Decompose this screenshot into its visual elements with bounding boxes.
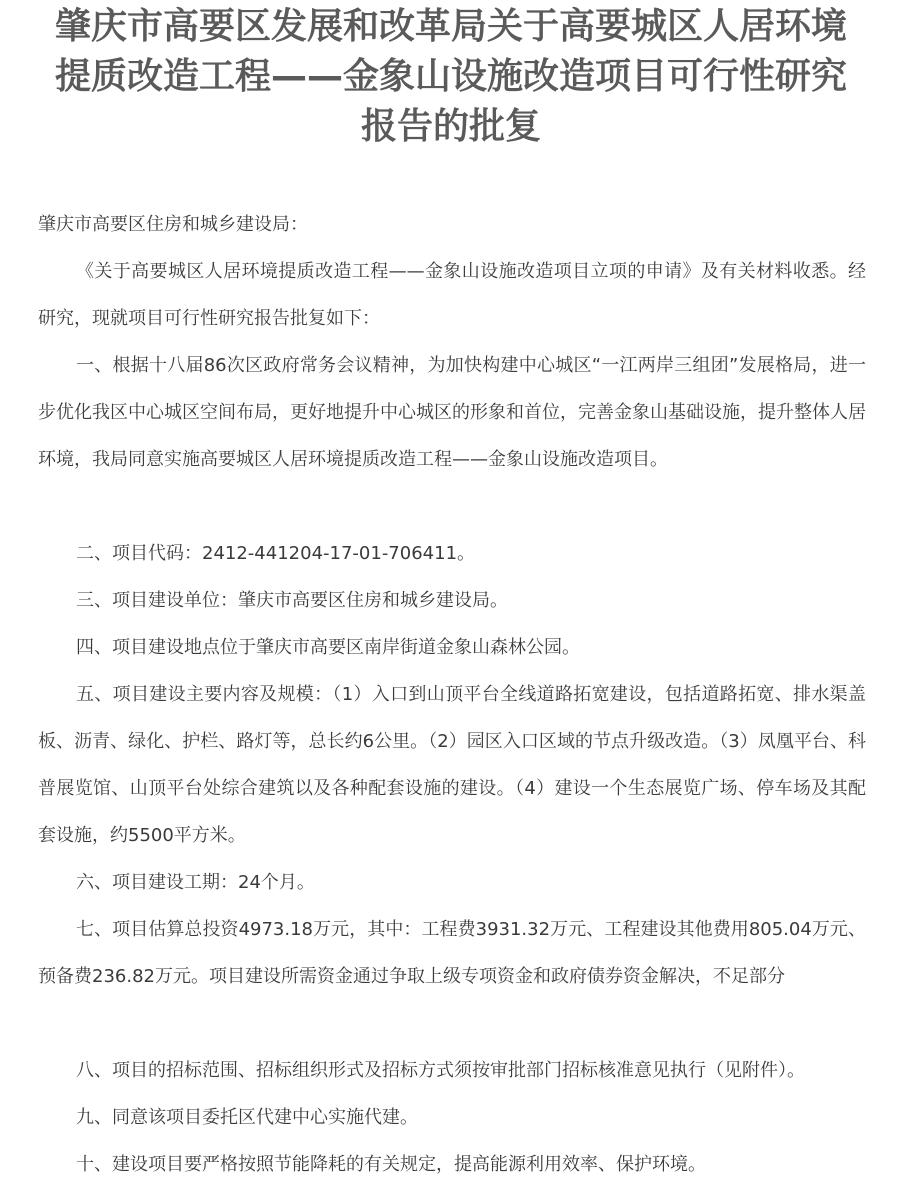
paragraph-3: 三、项目建设单位：肇庆市高要区住房和城乡建设局。: [76, 590, 508, 611]
paragraph-7: 七、项目估算总投资4973.18万元，其中：工程费3931.32万元、工程建设其他费用805.04万元、预备费236.82万元。项目建设所需资金通过争取上级专项资金和政府债券资金解决，不足部分: [38, 919, 866, 987]
paragraph-4: 四、项目建设地点位于肇庆市高要区南岸街道金象山森林公园。: [76, 637, 580, 658]
paragraph-2: 二、项目代码：2412-441204-17-01-706411。: [76, 543, 476, 564]
paragraph-9: 九、同意该项目委托区代建中心实施代建。: [76, 1107, 418, 1128]
paragraph-1: 一、根据十八届86次区政府常务会议精神，为加快构建中心城区“一江两岸三组团”发展格局，进一步优化我区中心城区空间布局，更好地提升中心城区的形象和首位，完善金象山基础设施，提升整体人居环境，我局同意实施高要城区人居环境提质改造工程——金象山设施改造项目。: [38, 355, 866, 470]
paragraph-6: 六、项目建设工期：24个月。: [76, 872, 315, 893]
addressee: 肇庆市高要区住房和城乡建设局：: [38, 214, 308, 235]
paragraph-8: 八、项目的招标范围、招标组织形式及招标方式须按审批部门招标核准意见执行（见附件）。: [76, 1060, 805, 1081]
document-title: 肇庆市高要区发展和改革局关于高要城区人居环境提质改造工程——金象山设施改造项目可行性研究报告的批复: [54, 6, 847, 147]
paragraph-5: 五、项目建设主要内容及规模：（1）入口到山顶平台全线道路拓宽建设，包括道路拓宽、排水渠盖板、沥青、绿化、护栏、路灯等，总长约6公里。（2）园区入口区域的节点升级改造。（3）凤凰平台、科普展览馆、山顶平台处综合建筑以及各种配套设施的建设。（4）建设一个生态展览广场、停车场及其配套设施，约5500平方米。: [38, 684, 866, 846]
paragraph-10: 十、建设项目要严格按照节能降耗的有关规定，提高能源利用效率、保护环境。: [76, 1154, 706, 1175]
paragraph-intro: 《关于高要城区人居环境提质改造工程——金象山设施改造项目立项的申请》及有关材料收悉。经研究，现就项目可行性研究报告批复如下：: [38, 261, 866, 329]
